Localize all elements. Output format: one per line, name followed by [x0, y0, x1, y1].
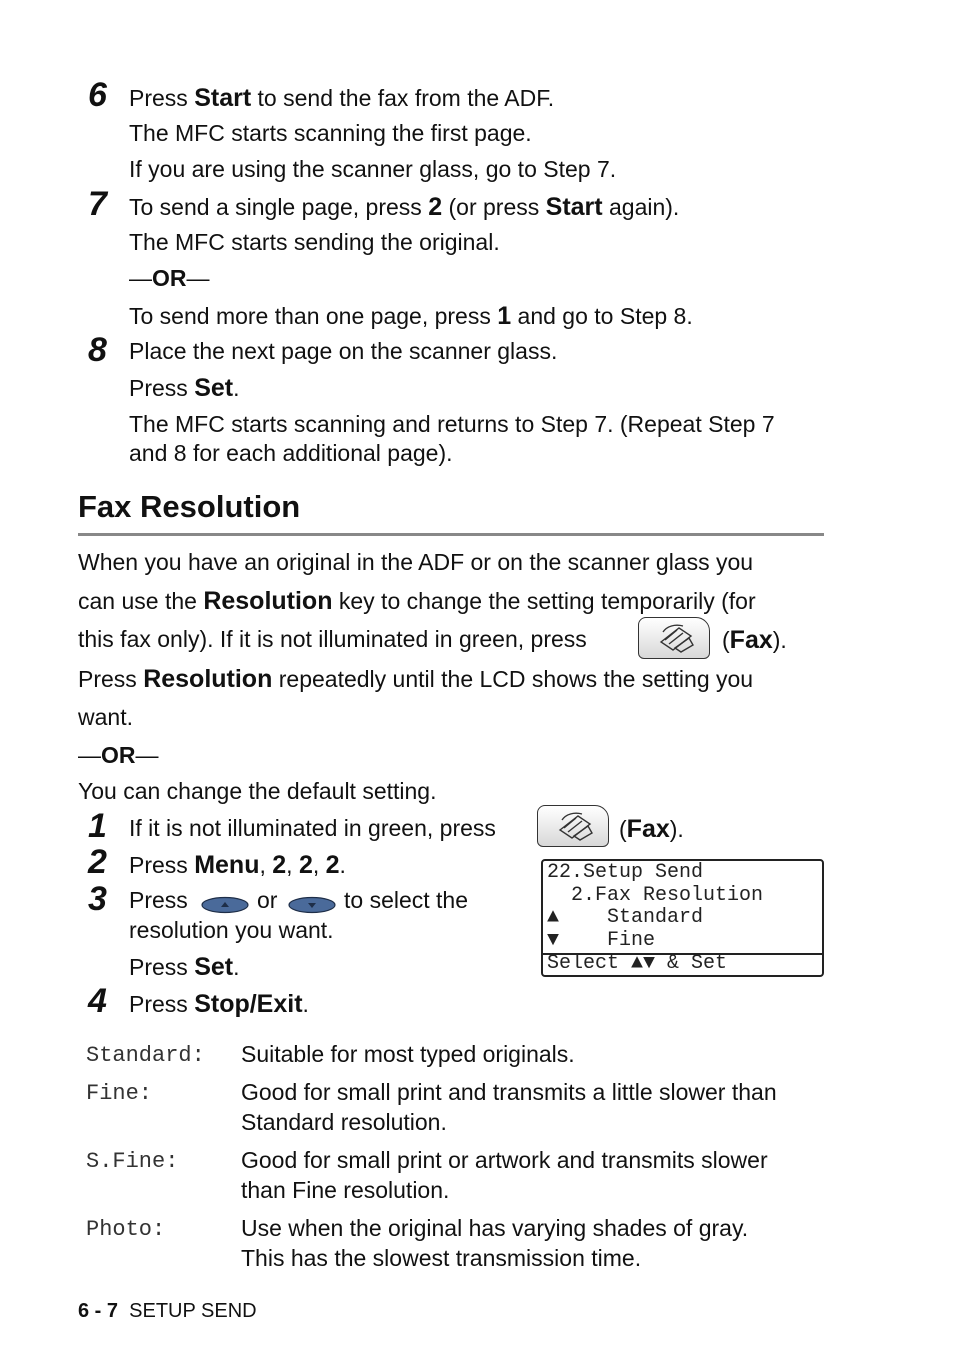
set-key-label: Set: [194, 374, 234, 402]
or-separator: —OR—: [129, 265, 210, 291]
definition-line: Standard resolution.: [241, 1109, 447, 1135]
definition-line: Suitable for most typed originals.: [241, 1041, 575, 1067]
resolution-key-label: Resolution: [203, 587, 333, 615]
step-number-8: 8: [88, 331, 107, 369]
text: To send a single page, press: [129, 194, 429, 220]
step7-line4: [129, 301, 693, 332]
step3-line3: [129, 952, 239, 983]
step-number-1: 1: [88, 807, 107, 845]
page-footer: [78, 1300, 257, 1323]
step-number-7: 7: [88, 185, 107, 223]
heading-rule: [78, 533, 824, 536]
text: to send the fax from the ADF.: [251, 85, 555, 111]
lcd-row-1: 22.Setup Send: [547, 861, 704, 884]
text: ).: [772, 627, 787, 653]
lcd-row-5: Select ▲▼ & Set: [547, 952, 728, 975]
definition-term-standard: Standard:: [86, 1043, 205, 1068]
definition-text-fine: [241, 1077, 777, 1137]
text: .: [233, 375, 240, 401]
text: repeatedly until the LCD shows the setting you: [272, 666, 754, 692]
fax-key-caption: [619, 814, 684, 845]
step6-line3: If you are using the scanner glass, go to Step 7.: [129, 156, 617, 182]
text: Press: [129, 375, 195, 401]
step3-line1-end: to select the: [344, 887, 469, 913]
text: (: [619, 816, 627, 842]
fax-key-icon: [638, 617, 710, 659]
step8-line3: The MFC starts scanning and returns to Step 7. (Repeat Step 7: [129, 411, 775, 437]
text: Press: [129, 852, 195, 878]
text: Press: [129, 954, 195, 980]
lcd-row-3: ▲ Standard: [547, 906, 704, 929]
paragraph-line2: [78, 586, 756, 617]
text: .: [233, 954, 240, 980]
menu-key-label: Menu: [194, 851, 260, 879]
text: Press: [129, 887, 188, 913]
text: If it is not illuminated in green, press: [129, 815, 496, 841]
definition-text-standard: [241, 1039, 575, 1069]
definition-term-sfine: S.Fine:: [86, 1149, 179, 1174]
text: .: [302, 991, 309, 1017]
step3-line1: [129, 886, 188, 915]
section-title: Fax Resolution: [78, 489, 301, 524]
paragraph-line3: [78, 625, 587, 654]
resolution-key-label: Resolution: [143, 665, 273, 693]
definition-line: This has the slowest transmission time.: [241, 1245, 642, 1271]
step3-or: or: [257, 887, 278, 913]
footer-section-name: SETUP SEND: [129, 1300, 257, 1322]
step6-line1: [129, 83, 554, 114]
text: and go to Step 8.: [511, 303, 693, 329]
step4-line: [129, 989, 309, 1020]
text: To send more than one page, press: [129, 303, 498, 329]
definition-line: Good for small print or artwork and transmits slower: [241, 1147, 768, 1173]
fax-key-label: Fax: [626, 815, 670, 843]
step7-line1: [129, 192, 679, 223]
key-label: 2: [272, 851, 287, 879]
text: (: [722, 627, 730, 653]
step7-line2: The MFC starts sending the original.: [129, 229, 500, 255]
key-label: 2: [298, 851, 313, 879]
step2-line: [129, 850, 346, 881]
paragraph-line6: You can change the default setting.: [78, 778, 437, 804]
text: Press: [129, 85, 195, 111]
text: ,: [312, 852, 326, 878]
step-number-3: 3: [88, 880, 107, 918]
start-key-label: Start: [194, 84, 252, 112]
text: this fax only). If it is not illuminated in green, press: [78, 626, 587, 652]
text: can use the: [78, 588, 204, 614]
text: ).: [669, 816, 684, 842]
text: Press: [78, 666, 144, 692]
lcd-row-2: 2.Fax Resolution: [547, 884, 764, 907]
step-number-6: 6: [88, 76, 107, 114]
or-label: OR: [101, 742, 136, 768]
step8-line2: [129, 373, 239, 404]
step3-line2: resolution you want.: [129, 917, 334, 943]
step-number-4: 4: [88, 982, 107, 1020]
step1-line: [129, 814, 496, 843]
page-number: 6 - 7: [78, 1300, 119, 1322]
fax-key-icon: [537, 805, 609, 847]
definition-line: Use when the original has varying shades of gray.: [241, 1215, 749, 1241]
or-label: OR: [152, 265, 187, 291]
set-key-label: Set: [194, 953, 234, 981]
step8-line4: and 8 for each additional page).: [129, 440, 453, 466]
fax-key-caption: [722, 625, 787, 656]
text: Press: [129, 991, 195, 1017]
start-key-label: Start: [545, 193, 603, 221]
step-number-2: 2: [88, 843, 107, 881]
lcd-row-4: ▼ Fine: [547, 929, 656, 952]
text: (or press: [442, 194, 546, 220]
step6-line2: The MFC starts scanning the first page.: [129, 120, 532, 146]
definition-text-sfine: [241, 1145, 768, 1205]
definition-text-photo: [241, 1213, 748, 1273]
key-label: 2: [428, 193, 443, 221]
stop-exit-key-label: Stop/Exit: [194, 990, 303, 1018]
text: ,: [286, 852, 299, 878]
key-label: 1: [497, 302, 512, 330]
paragraph-line5: want.: [78, 704, 133, 730]
fax-key-label: Fax: [729, 626, 773, 654]
key-label: 2: [325, 851, 340, 879]
step8-line1: Place the next page on the scanner glass.: [129, 338, 558, 364]
text: .: [339, 852, 346, 878]
paragraph-line4: [78, 664, 753, 695]
definition-line: than Fine resolution.: [241, 1177, 450, 1203]
text: again).: [602, 194, 680, 220]
paragraph-line1: When you have an original in the ADF or on the scanner glass you: [78, 549, 754, 575]
definition-term-fine: Fine:: [86, 1081, 153, 1106]
definition-line: Good for small print and transmits a little slower than: [241, 1079, 777, 1105]
lcd-display: [541, 859, 824, 977]
definition-term-photo: Photo:: [86, 1217, 166, 1242]
text: ,: [259, 852, 273, 878]
or-separator: —OR—: [78, 742, 159, 768]
text: key to change the setting temporarily (for: [332, 588, 756, 614]
